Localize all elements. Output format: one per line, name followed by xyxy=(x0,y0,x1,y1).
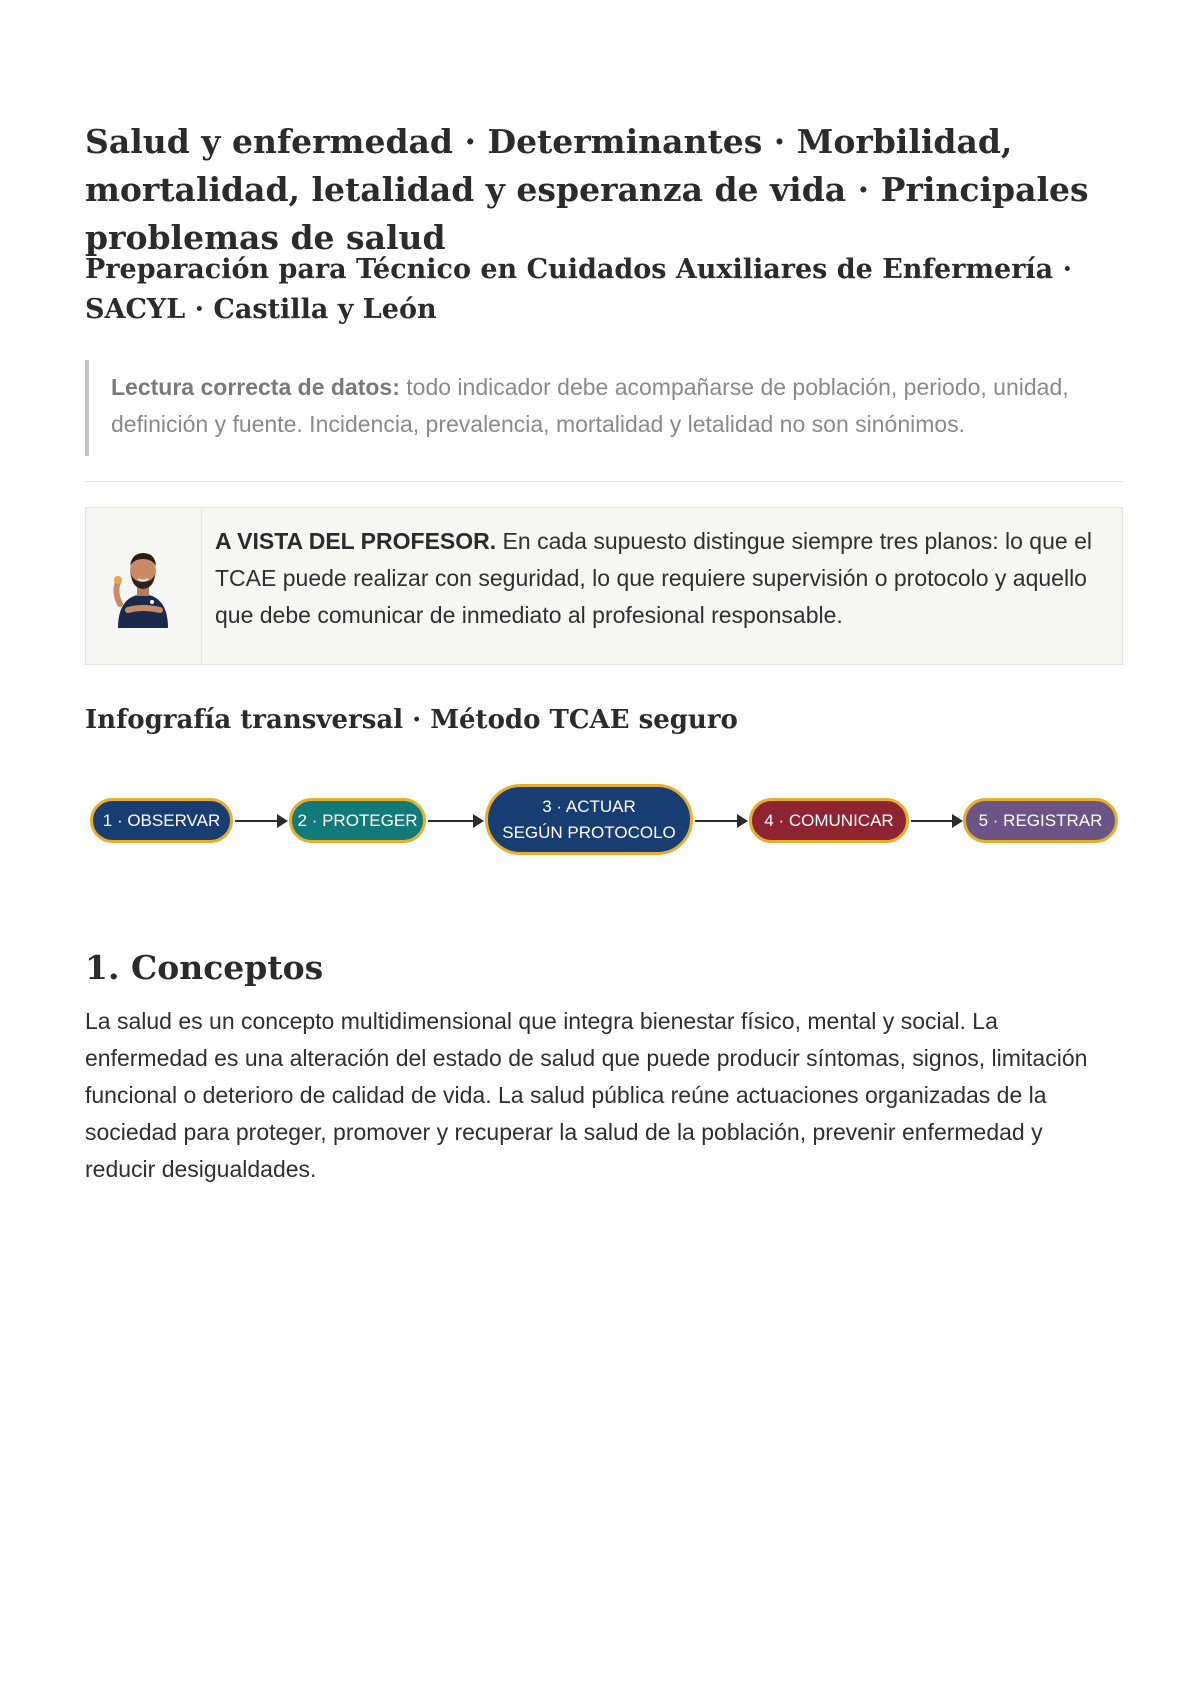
step-registrar xyxy=(963,798,1118,843)
step-label: 3 · ACTUAR SEGÚN PROTOCOLO xyxy=(502,796,676,842)
professor-text xyxy=(215,523,1105,634)
data-reading-note xyxy=(85,360,1105,456)
note-label: Lectura correcta de datos: xyxy=(111,374,400,400)
arrow-connector xyxy=(695,820,746,822)
step-label: 5 · REGISTRAR xyxy=(978,810,1103,830)
professor-callout xyxy=(85,507,1123,665)
step-proteger xyxy=(289,798,426,843)
note-text: todo indicador debe acompañarse de población, periodo, unidad, definición y fuente. Incidencia, prevalencia, mortalidad y letalidad no son sinónimos. xyxy=(111,374,1069,437)
step-label: 1 · OBSERVAR xyxy=(102,810,221,830)
step-observar xyxy=(90,798,233,843)
infographic-title: Infografía transversal · Método TCAE seguro xyxy=(85,705,738,735)
step-comunicar xyxy=(749,798,909,843)
tcae-method-flow xyxy=(85,775,1125,855)
section-1-title: 1. Conceptos xyxy=(85,948,324,987)
arrow-connector xyxy=(428,820,482,822)
avatar-cell xyxy=(86,508,202,664)
professor-label: A VISTA DEL PROFESOR. xyxy=(215,528,497,554)
arrow-connector xyxy=(235,820,286,822)
step-actuar-segun-protocolo xyxy=(485,784,693,855)
teacher-avatar-icon xyxy=(108,544,178,628)
divider xyxy=(85,481,1123,482)
step-label: 4 · COMUNICAR xyxy=(764,810,894,830)
document-subtitle: Preparación para Técnico en Cuidados Auxiliares de Enfermería · SACYL · Castilla y León xyxy=(85,254,1072,325)
step-label: 2 · PROTEGER xyxy=(297,810,418,830)
section-1-body: La salud es un concepto multidimensional que integra bienestar físico, mental y social. La enfermedad es una alteración del estado de salud que puede producir síntomas, signos, limitación funcional o deterioro de calidad de vida. La salud pública reúne actuaciones organizadas de la sociedad para proteger, promover y recuperar la salud de la población, prevenir enfermedad y reducir desigualdades. xyxy=(85,1008,1088,1182)
document-title: Salud y enfermedad · Determinantes · Morbilidad, mortalidad, letalidad y esperanza de vida · Principales problemas de salud xyxy=(85,122,1089,257)
professor-body: En cada supuesto distingue siempre tres planos: lo que el TCAE puede realizar con seguridad, lo que requiere supervisión o protocolo y aquello que debe comunicar de inmediato al profesional responsable. xyxy=(215,528,1092,628)
arrow-connector xyxy=(911,820,961,822)
